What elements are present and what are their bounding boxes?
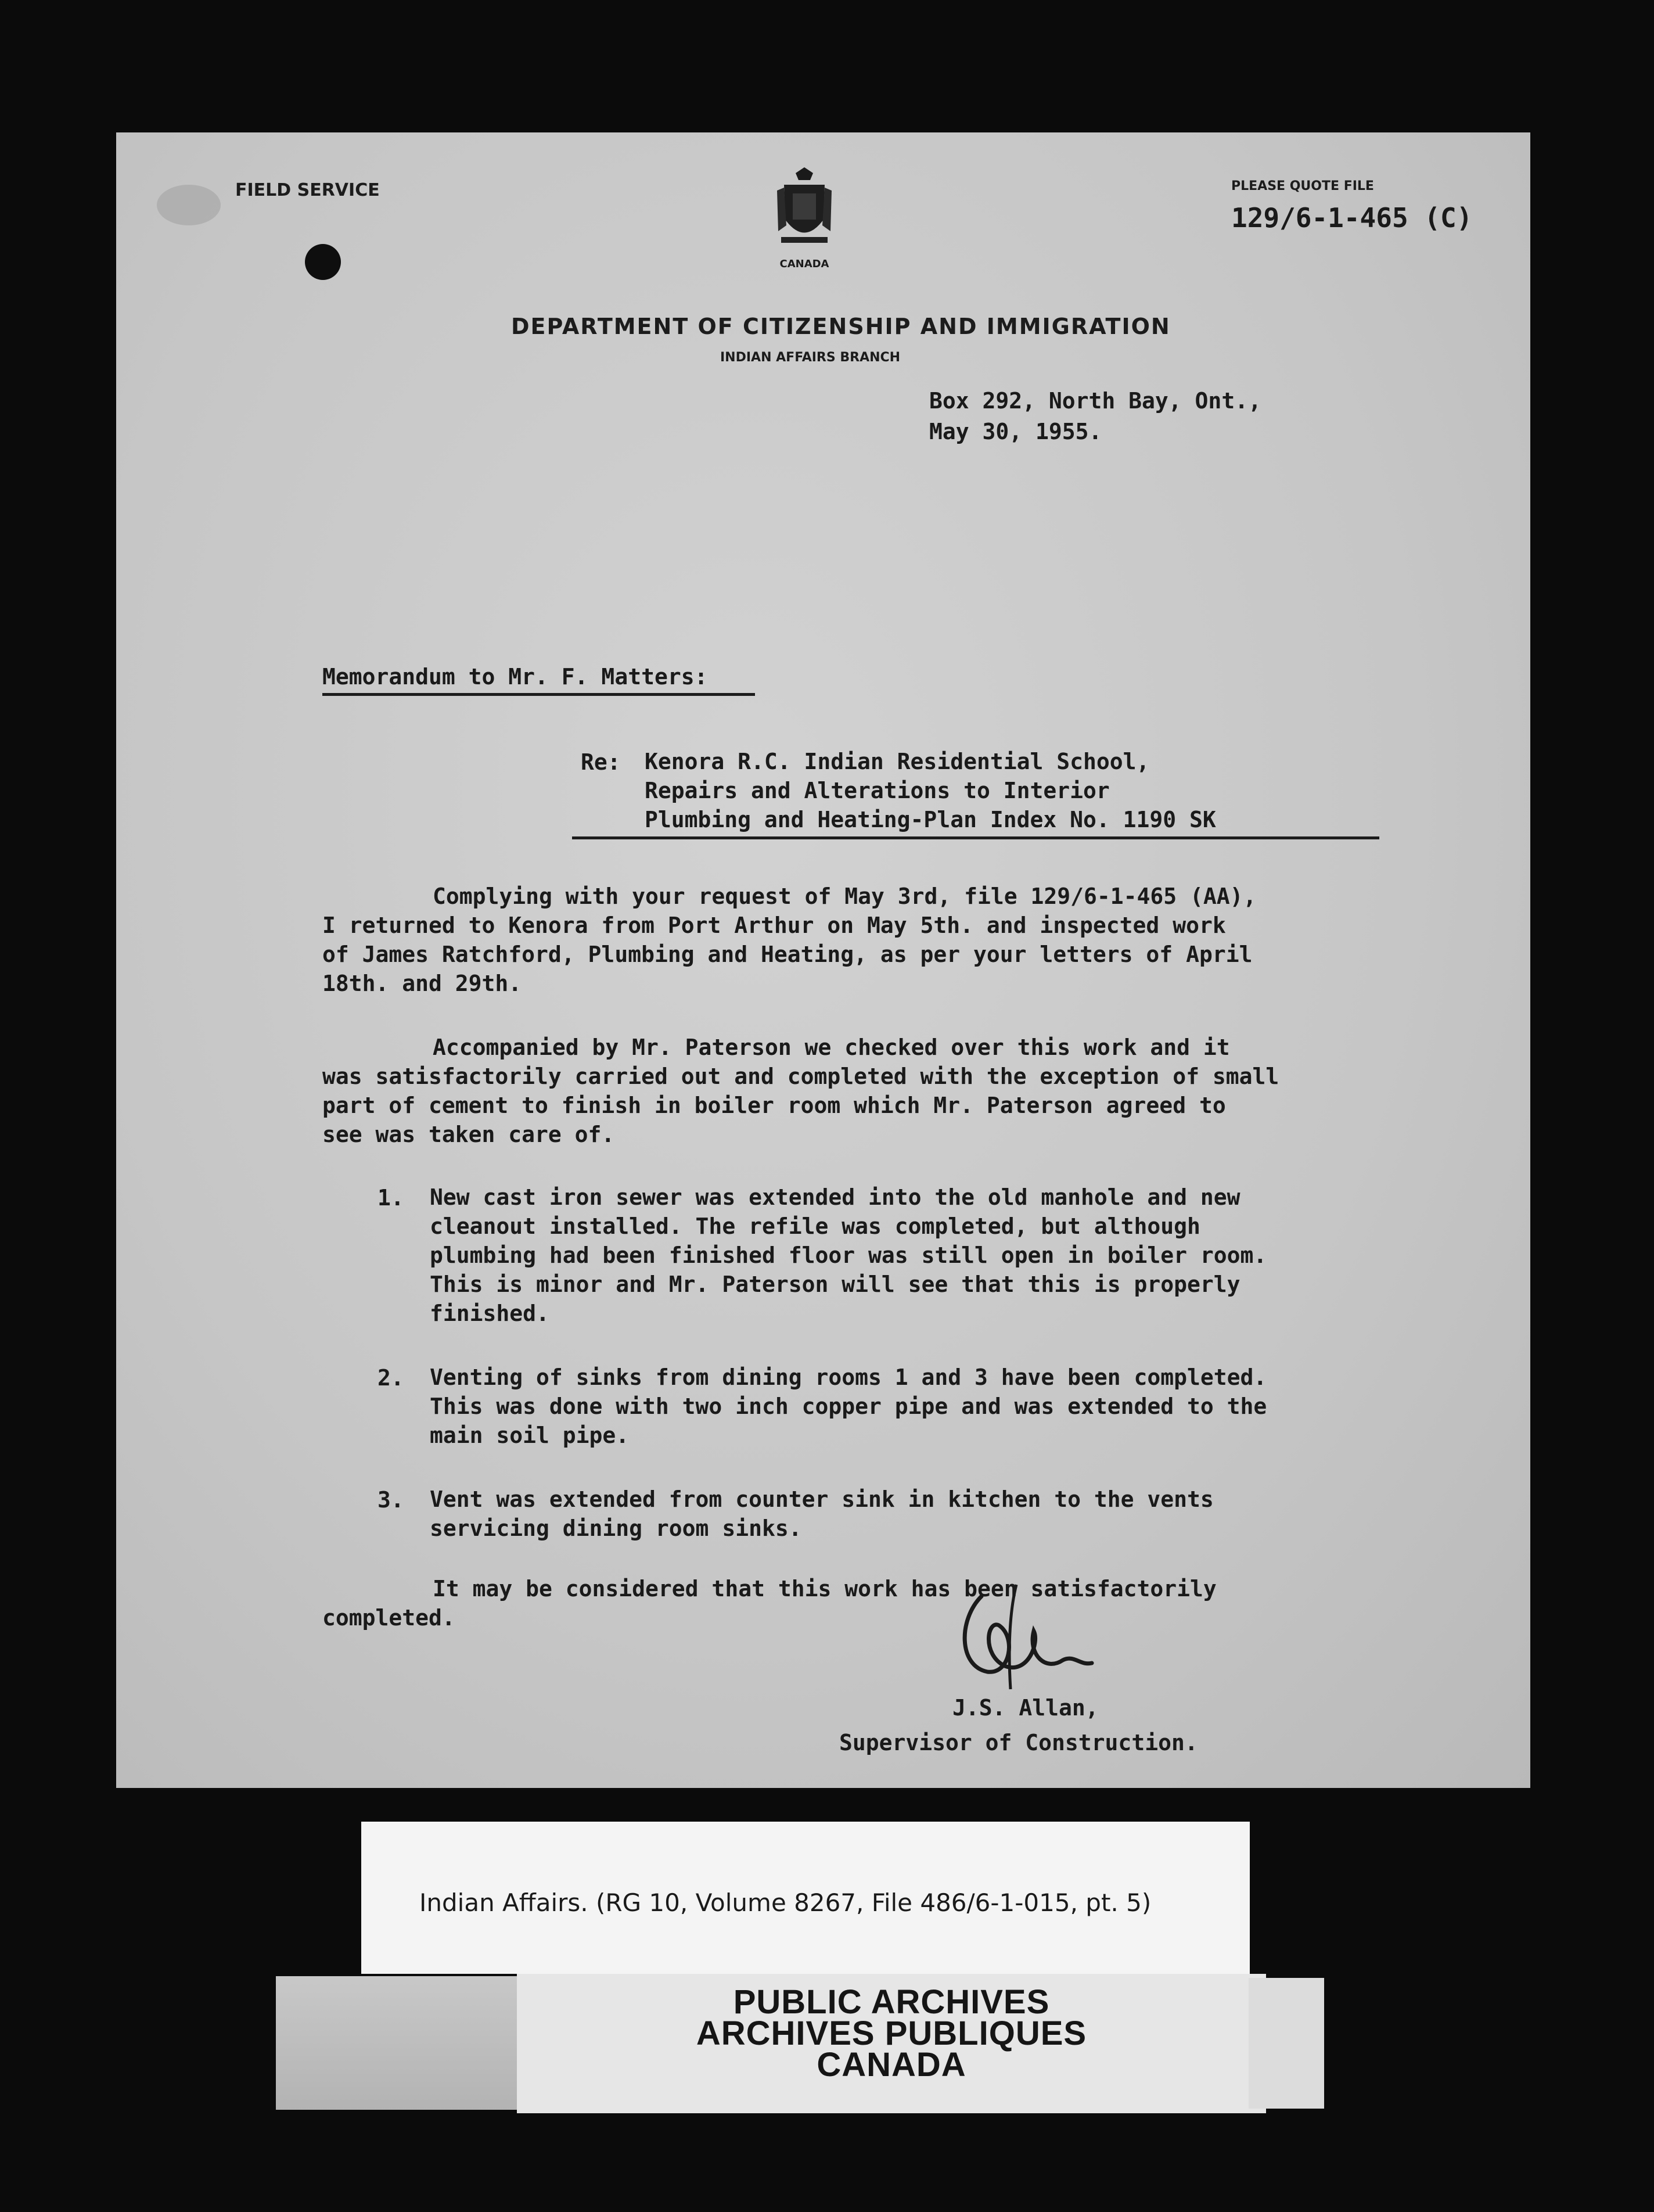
re-underline xyxy=(572,836,1379,839)
punch-hole xyxy=(305,244,341,280)
item-2-line-2: This was done with two inch copper pipe and was extended to the xyxy=(430,1394,1267,1419)
archive-caption: Indian Affairs. (RG 10, Volume 8267, File 486/6-1-015, pt. 5) xyxy=(419,1888,1152,1917)
item-2-line-1: Venting of sinks from dining rooms 1 and 3 have been completed. xyxy=(430,1364,1267,1390)
para2-line-3: part of cement to finish in boiler room which Mr. Paterson agreed to xyxy=(322,1093,1226,1118)
stamp-line-3: CANADA xyxy=(817,2046,966,2084)
canada-crest xyxy=(772,167,836,270)
paper-smudge xyxy=(157,185,221,225)
tape-end xyxy=(1249,1978,1324,2109)
para1-line-1: Complying with your request of May 3rd, file 129/6-1-465 (AA), xyxy=(433,884,1257,909)
crest-caption: CANADA xyxy=(779,258,829,270)
crest-icon xyxy=(772,167,836,254)
item-1-line-3: plumbing had been finished floor was still open in boiler room. xyxy=(430,1243,1267,1268)
memo-salutation: Memorandum to Mr. F. Matters: xyxy=(322,664,708,690)
re-line-2: Repairs and Alterations to Interior xyxy=(645,778,1110,803)
para1-line-2: I returned to Kenora from Port Arthur on May 5th. and inspected work xyxy=(322,913,1226,938)
re-label: Re: xyxy=(581,749,621,775)
para1-line-3: of James Ratchford, Plumbing and Heating, as per your letters of April xyxy=(322,942,1253,967)
department-title: DEPARTMENT OF CITIZENSHIP AND IMMIGRATION xyxy=(511,314,1171,339)
archives-stamp-card xyxy=(517,1974,1266,2113)
item-1-line-5: finished. xyxy=(430,1301,549,1326)
re-line-3: Plumbing and Heating-Plan Index No. 1190 SK xyxy=(645,807,1216,832)
item-1-number: 1. xyxy=(377,1185,404,1211)
item-1-line-2: cleanout installed. The refile was completed, but although xyxy=(430,1213,1200,1239)
para2-line-4: see was taken care of. xyxy=(322,1122,615,1147)
closing-line-2: completed. xyxy=(322,1605,455,1631)
re-line-1: Kenora R.C. Indian Residential School, xyxy=(645,749,1150,774)
date-line: May 30, 1955. xyxy=(929,419,1102,444)
quote-file-label: PLEASE QUOTE FILE xyxy=(1231,179,1374,193)
field-service-label: FIELD SERVICE xyxy=(235,180,380,200)
salutation-underline xyxy=(322,693,755,696)
para2-line-2: was satisfactorily carried out and completed with the exception of small xyxy=(322,1064,1279,1089)
archive-caption-card xyxy=(361,1822,1250,1974)
item-1-line-1: New cast iron sewer was extended into the old manhole and new xyxy=(430,1184,1240,1210)
stamp-line-1: PUBLIC ARCHIVES xyxy=(733,1983,1050,2021)
item-3-line-2: servicing dining room sinks. xyxy=(430,1516,802,1541)
item-3-number: 3. xyxy=(377,1487,404,1513)
branch-title: INDIAN AFFAIRS BRANCH xyxy=(720,350,901,365)
item-2-line-3: main soil pipe. xyxy=(430,1423,630,1448)
closing-line-1: It may be considered that this work has been satisfactorily xyxy=(433,1576,1217,1601)
para2-line-1: Accompanied by Mr. Paterson we checked over this work and it xyxy=(433,1035,1230,1060)
file-number: 129/6-1-465 (C) xyxy=(1231,202,1473,234)
signer-title: Supervisor of Construction. xyxy=(839,1730,1198,1755)
para1-line-4: 18th. and 29th. xyxy=(322,971,522,996)
letter-page xyxy=(116,132,1530,1788)
item-3-line-1: Vent was extended from counter sink in kitchen to the vents xyxy=(430,1486,1214,1512)
stamp-line-2: ARCHIVES PUBLIQUES xyxy=(696,2015,1087,2052)
signer-name: J.S. Allan, xyxy=(952,1695,1099,1721)
item-1-line-4: This is minor and Mr. Paterson will see that this is properly xyxy=(430,1272,1240,1297)
item-2-number: 2. xyxy=(377,1365,404,1391)
address-line-1: Box 292, North Bay, Ont., xyxy=(929,388,1261,414)
